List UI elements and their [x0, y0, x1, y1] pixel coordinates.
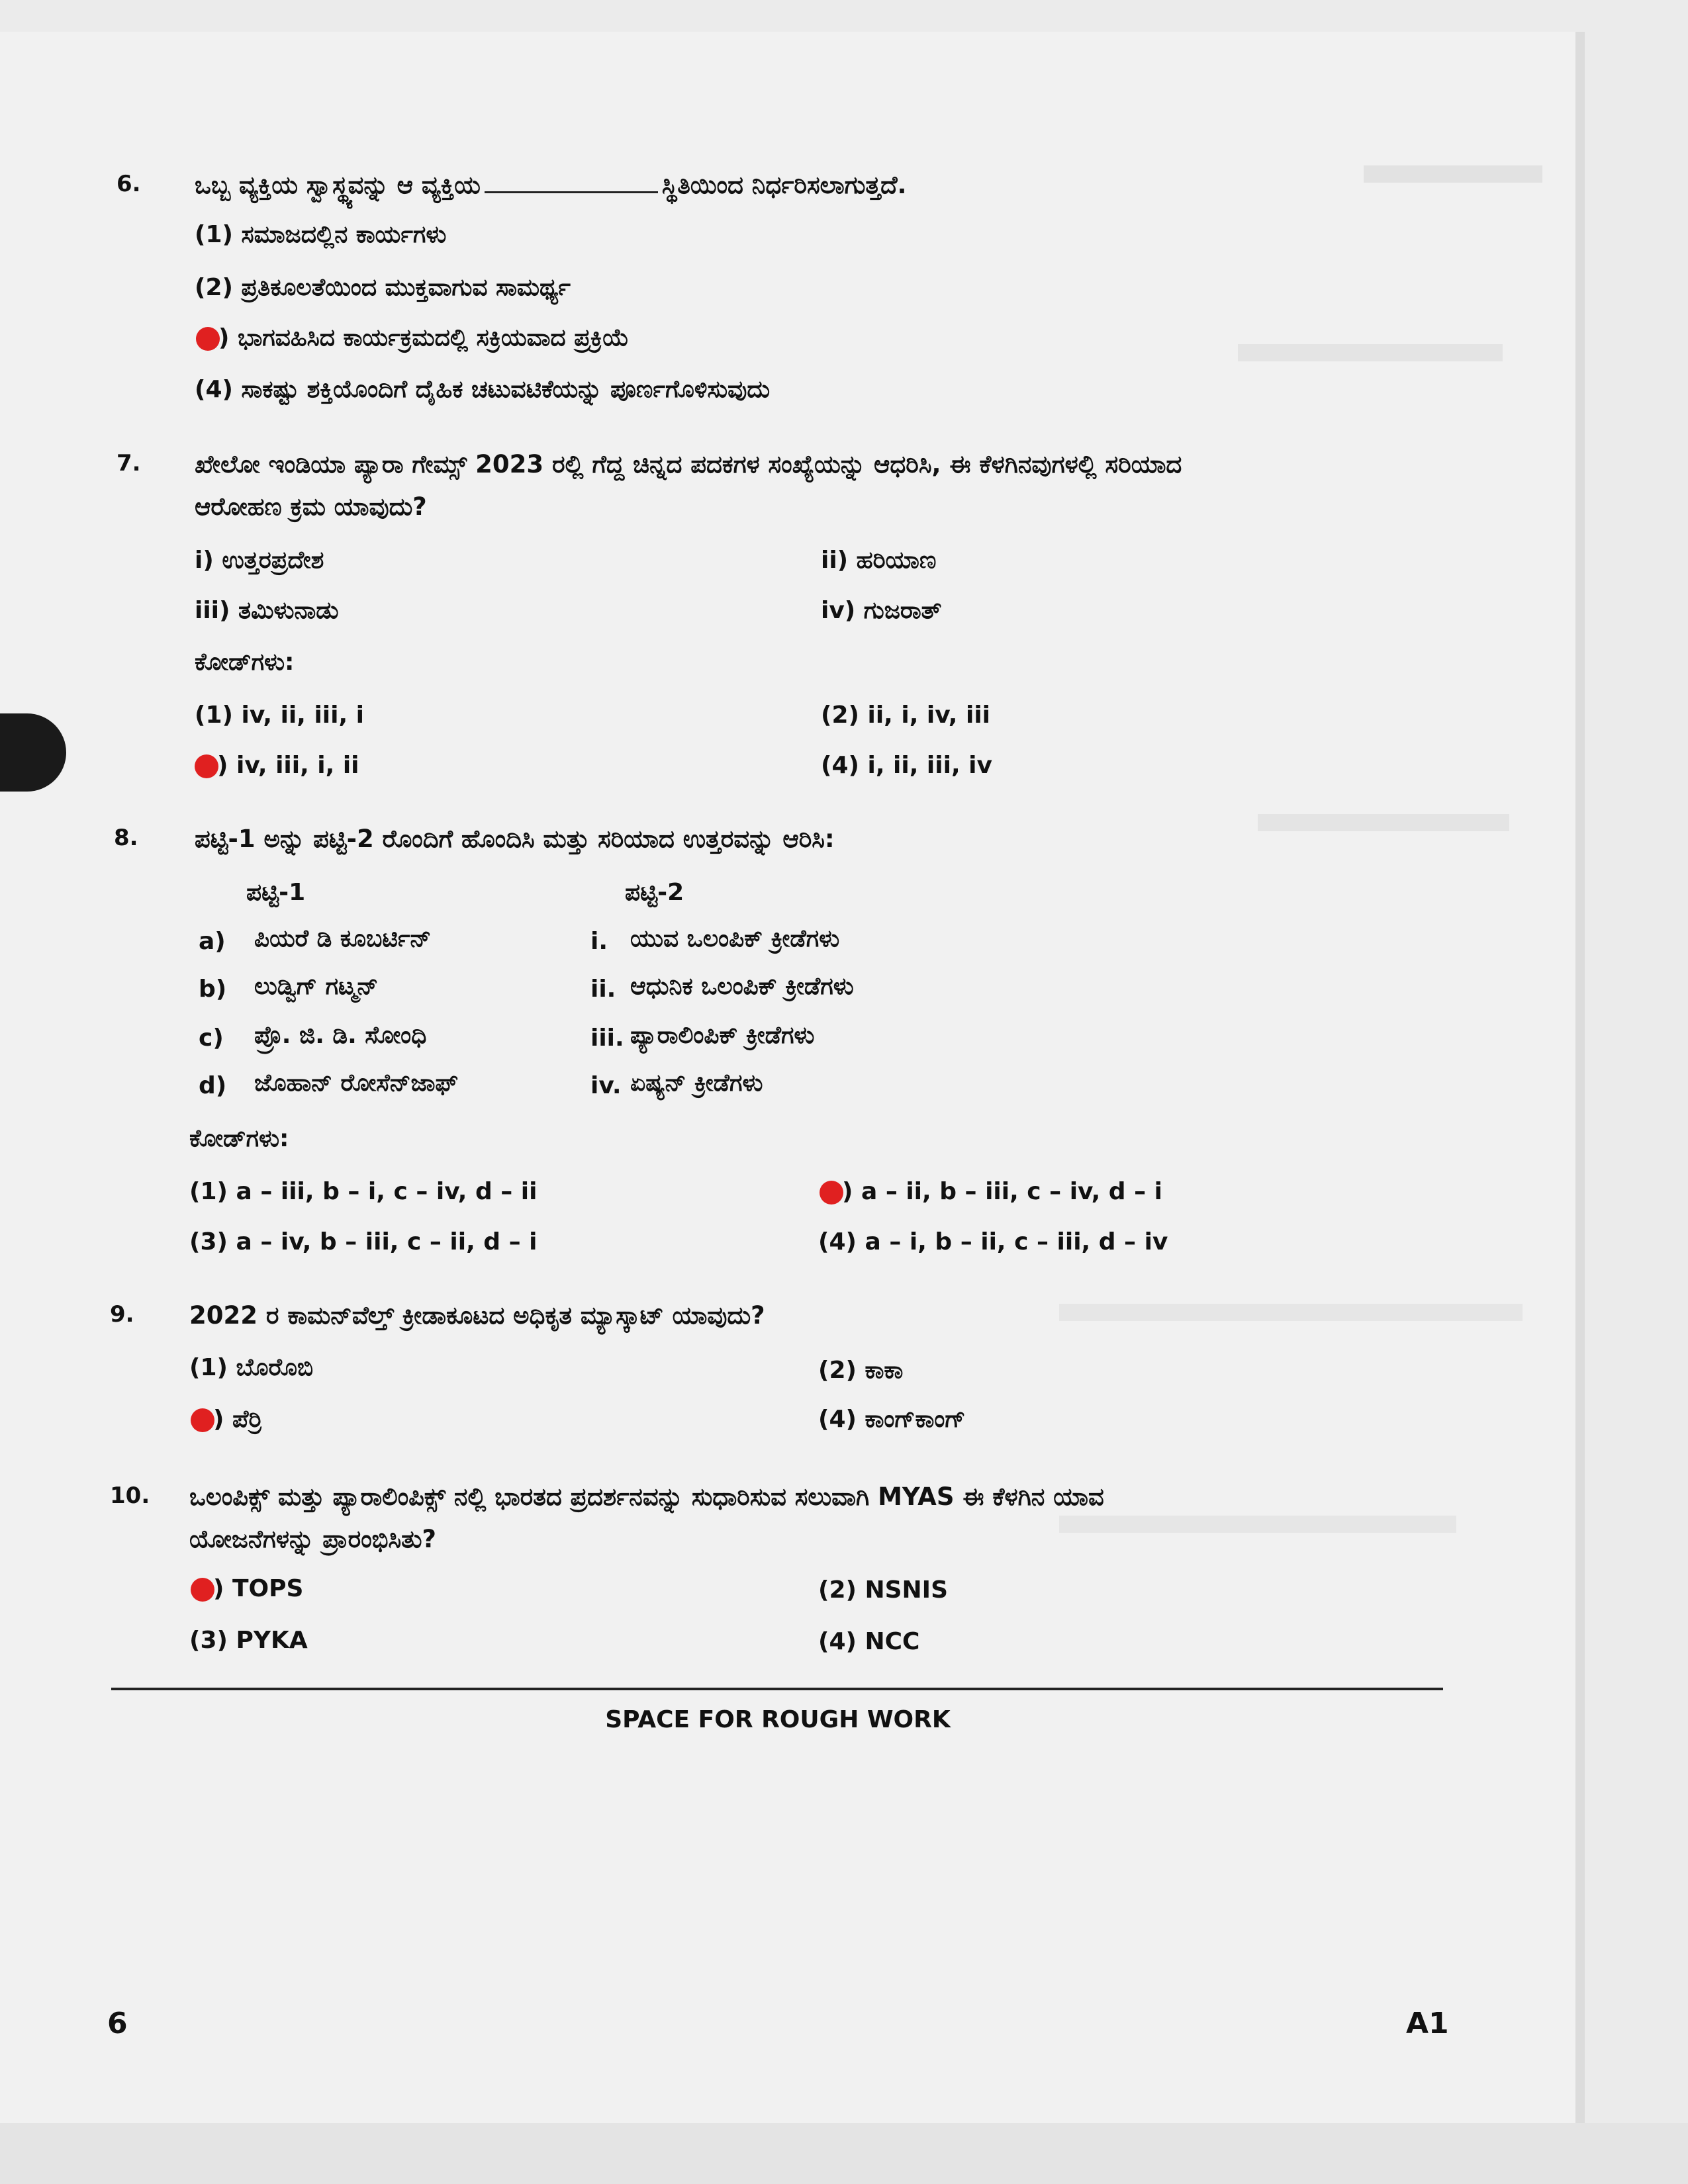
list-1-item: ಲುಡ್ವಿಗ್ ಗಟ್ಮನ್ — [254, 973, 379, 1000]
answer-mark-icon — [196, 327, 220, 351]
option-3[interactable]: ) iv, iii, i, ii — [217, 752, 359, 779]
list-2-item: ಪ್ಯಾರಾಲಿಂಪಿಕ್ ಕ್ರೀಡೆಗಳು — [630, 1022, 815, 1049]
list-1-key: d) — [199, 1072, 227, 1099]
option-3[interactable]: ) ಪೆರ್ರಿ — [213, 1406, 263, 1433]
option-4[interactable]: (4) ಸಾಕಷ್ಟು ಶಕ್ತಿಯೊಂದಿಗೆ ದೈಹಿಕ ಚಟುವಟಿಕೆಯನ್ನು ಪೂರ್ಣಗೊಳಿಸುವುದು — [195, 376, 771, 403]
question-number: 10. — [110, 1482, 150, 1509]
list-item: i) ಉತ್ತರಪ್ರದೇಶ — [195, 547, 324, 574]
option-3[interactable]: (3) a – iv, b – iii, c – ii, d – i — [189, 1228, 538, 1255]
fill-blank — [485, 171, 658, 193]
list-1-item: ಪ್ರೊ. ಜಿ. ಡಿ. ಸೋಂಧಿ — [254, 1022, 427, 1049]
question-stem-cont: ಯೋಜನೆಗಳನ್ನು ಪ್ರಾರಂಭಿಸಿತು? — [189, 1525, 436, 1553]
question-number: 8. — [114, 825, 138, 851]
booklet-code: A1 — [1406, 2007, 1449, 2040]
list-1-item: ಪಿಯರೆ ಡಿ ಕೂಬರ್ಟಿನ್ — [254, 925, 432, 952]
option-4[interactable]: (4) i, ii, iii, iv — [821, 752, 992, 779]
list-2-key: ii. — [590, 976, 616, 1003]
option-4[interactable]: (4) a – i, b – ii, c – iii, d – iv — [818, 1228, 1168, 1255]
rough-work-heading: SPACE FOR ROUGH WORK — [605, 1706, 951, 1733]
option-1[interactable]: (1) iv, ii, iii, i — [195, 702, 365, 729]
option-4[interactable]: (4) NCC — [818, 1628, 920, 1655]
answer-mark-icon — [191, 1408, 214, 1432]
option-1[interactable]: (1) ಸಮಾಜದಲ್ಲಿನ ಕಾರ್ಯಗಳು — [195, 221, 447, 248]
question-stem: ಒಲಂಪಿಕ್ಸ್ ಮತ್ತು ಪ್ಯಾರಾಲಿಂಪಿಕ್ಸ್ ನಲ್ಲಿ ಭಾರತದ ಪ್ರದರ್ಶನವನ್ನು ಸುಧಾರಿಸುವ ಸಲುವಾಗಿ MYAS ಈ ಕೆಳಗಿನ ಯಾವ — [189, 1482, 1104, 1511]
answer-mark-icon — [191, 1578, 214, 1602]
list-1-key: a) — [199, 928, 226, 955]
question-number: 6. — [117, 171, 141, 197]
scan-margin — [0, 2123, 1688, 2184]
page-edge — [1575, 32, 1585, 2123]
question-stem-cont: ಆರೋಹಣ ಕ್ರಮ ಯಾವುದು? — [195, 492, 427, 521]
question-stem: 2022 ರ ಕಾಮನ್‌ವೆಲ್ತ್ ಕ್ರೀಡಾಕೂಟದ ಅಧಿಕೃತ ಮ್ಯಾಸ್ಕಾಟ್ ಯಾವುದು? — [189, 1301, 765, 1330]
stem-part: ಒಬ್ಬ ವ್ಯಕ್ತಿಯ ಸ್ವಾಸ್ಥ್ಯವನ್ನು ಆ ವ್ಯಕ್ತಿಯ — [195, 171, 481, 199]
list-1-key: b) — [199, 976, 227, 1003]
list-2-key: i. — [590, 928, 608, 955]
list-item: iv) ಗುಜರಾತ್ — [821, 597, 942, 624]
codes-label: ಕೋಡ್‌ಗಳು: — [195, 649, 295, 676]
option-1[interactable]: (1) a – iii, b – i, c – iv, d – ii — [189, 1178, 538, 1205]
option-1[interactable]: ) TOPS — [213, 1575, 304, 1602]
list-2-key: iii. — [590, 1024, 624, 1052]
list-2-item: ಯುವ ಒಲಂಪಿಕ್ ಕ್ರೀಡೆಗಳು — [630, 925, 840, 952]
option-3[interactable]: ) ಭಾಗವಹಿಸಿದ ಕಾರ್ಯಕ್ರಮದಲ್ಲಿ ಸಕ್ರಿಯವಾದ ಪ್ರಕ್ರಿಯೆ — [218, 324, 630, 351]
option-2[interactable]: (2) ಪ್ರತಿಕೂಲತೆಯಿಂದ ಮುಕ್ತವಾಗುವ ಸಾಮರ್ಥ್ಯ — [195, 274, 571, 301]
section-divider — [111, 1688, 1443, 1690]
question-stem: ಪಟ್ಟಿ-1 ಅನ್ನು ಪಟ್ಟಿ-2 ರೊಂದಿಗೆ ಹೊಂದಿಸಿ ಮತ್ತು ಸರಿಯಾದ ಉತ್ತರವನ್ನು ಆರಿಸಿ: — [195, 825, 835, 853]
list-2-key: iv. — [590, 1072, 622, 1099]
page-number: 6 — [107, 2007, 128, 2040]
stem-part: ಸ್ಥಿತಿಯಿಂದ ನಿರ್ಧರಿಸಲಾಗುತ್ತದೆ. — [661, 171, 907, 199]
option-1[interactable]: (1) ಬೊರೊಬಿ — [189, 1354, 314, 1381]
list-2-item: ಆಧುನಿಕ ಒಲಂಪಿಕ್ ಕ್ರೀಡೆಗಳು — [630, 973, 854, 1000]
answer-mark-icon — [195, 754, 218, 778]
list-item: ii) ಹರಿಯಾಣ — [821, 547, 937, 574]
answer-mark-icon — [820, 1181, 843, 1205]
list-2-item: ಏಷ್ಯನ್ ಕ್ರೀಡೆಗಳು — [630, 1069, 763, 1097]
list-1-item: ಜೊಹಾನ್ ರೋಸೆನ್‌ಜಾಫ್ — [254, 1069, 459, 1097]
question-number: 9. — [110, 1301, 134, 1328]
option-3[interactable]: (3) PYKA — [189, 1627, 308, 1654]
option-2[interactable]: ) a – ii, b – iii, c – iv, d – i — [842, 1178, 1162, 1205]
codes-label: ಕೋಡ್‌ಗಳು: — [189, 1125, 289, 1152]
list-2-header: ಪಟ್ಟಿ-2 — [625, 879, 684, 906]
list-1-key: c) — [199, 1024, 224, 1052]
option-2[interactable]: (2) ಕಾಕಾ — [818, 1357, 904, 1384]
question-stem: ಖೇಲೋ ಇಂಡಿಯಾ ಪ್ಯಾರಾ ಗೇಮ್ಸ್ 2023 ರಲ್ಲಿ ಗೆದ್ದ ಚಿನ್ನದ ಪದಕಗಳ ಸಂಖ್ಯೆಯನ್ನು ಆಧರಿಸಿ, ಈ ಕೆಳಗಿನವುಗಳಲ್ಲಿ ಸರಿಯಾದ — [195, 450, 1182, 478]
option-2[interactable]: (2) NSNIS — [818, 1576, 948, 1604]
question-number: 7. — [117, 450, 141, 477]
question-stem — [195, 171, 907, 200]
list-1-header: ಪಟ್ಟಿ-1 — [246, 879, 306, 906]
list-item: iii) ತಮಿಳುನಾಡು — [195, 597, 339, 624]
option-2[interactable]: (2) ii, i, iv, iii — [821, 702, 991, 729]
option-4[interactable]: (4) ಕಾಂಗ್‌ಕಾಂಗ್ — [818, 1406, 966, 1433]
